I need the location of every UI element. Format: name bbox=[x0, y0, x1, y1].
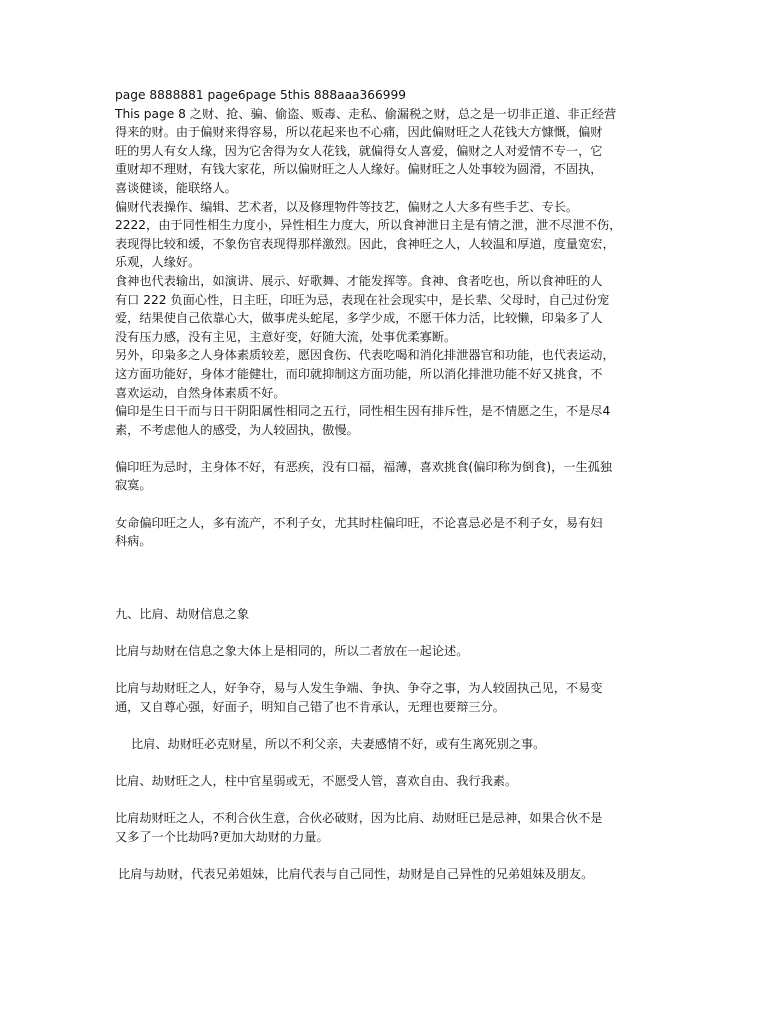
paragraph-5 bbox=[115, 809, 663, 846]
text-line: 旺的男人有女人缘，因为它舍得为女人花钱，就偏得女人喜爱，偏财之人对爱情不专一，它 bbox=[115, 143, 603, 158]
paragraph-1: 比肩与劫财在信息之象大体上是相同的，所以二者放在一起论述。 bbox=[115, 644, 469, 659]
section-heading: 九、比肩、劫财信息之象 bbox=[115, 606, 250, 621]
text-line: 又多了一个比劫吗?更加大劫财的力量。 bbox=[115, 829, 329, 844]
text-line: 这方面功能好，身体才能健壮，而印就抑制这方面功能，所以消化排泄功能不好又挑食，不 bbox=[115, 366, 603, 381]
text-line: 食神也代表输出，如演讲、展示、好歌舞、才能发挥等。食神、食者吃也，所以食神旺的人 bbox=[115, 273, 603, 288]
paragraph-gap bbox=[115, 754, 663, 773]
text-line: 比肩与劫财旺之人，好争夺，易与人发生争端、争执、争夺之事，为人较固执己见，不易变 bbox=[115, 681, 603, 696]
text-line: 寂寞。 bbox=[115, 478, 152, 493]
section-gap bbox=[115, 551, 663, 605]
text-line: 女命偏印旺之人，多有流产，不利子女，尤其时柱偏印旺，不论喜忌必是不利子女，易有妇 bbox=[115, 515, 603, 530]
text-line: 科病。 bbox=[115, 534, 152, 549]
paragraph-gap bbox=[115, 439, 663, 458]
paragraph-6: 比肩与劫财，代表兄弟姐妹，比肩代表与自己同性，劫财是自己异性的兄弟姐妹及朋友。 bbox=[118, 867, 594, 882]
text-line: 喜谈健谈，能联络人。 bbox=[115, 180, 237, 195]
text-line: 爱，结果使自己依靠心大，做事虎头蛇尾，多学少成，不愿干体力活，比较懒，印枭多了人 bbox=[115, 311, 603, 326]
document-page bbox=[115, 86, 663, 884]
text-line: 乐观，人缘好。 bbox=[115, 255, 201, 270]
text-line: This page 8 之财、抢、骗、偷盗、贩毒、走私、偷漏税之财，总之是一切非正道、非正经营 bbox=[115, 106, 617, 121]
text-line: 通，又自尊心强，好面子，明知自己错了也不肯承认，无理也要辩三分。 bbox=[115, 699, 505, 714]
text-line: 没有压力感，没有主见，主意好变，好随大流，处事优柔寡断。 bbox=[115, 329, 457, 344]
header-line: page 8888881 page6page 5this 888aaa366999 bbox=[115, 88, 407, 102]
paragraph-4: 比肩、劫财旺之人，柱中官星弱或无，不愿受人管，喜欢自由、我行我素。 bbox=[115, 774, 518, 789]
paragraph-2 bbox=[115, 679, 663, 716]
paragraph-3: 比肩、劫财旺必克财星，所以不利父亲，夫妻感情不好，或有生离死别之事。 bbox=[131, 737, 546, 751]
text-line: 有口 222 负面心性，日主旺，印旺为忌，表现在社会现实中，是长辈、父母时，自己过份宠 bbox=[115, 292, 610, 307]
paragraph-nvming bbox=[115, 514, 663, 551]
paragraph-gap bbox=[115, 847, 663, 866]
text-line: 另外，印枭多之人身体素质较差，愿因食伤、代表吃喝和消化排泄器官和功能，也代表运动， bbox=[115, 348, 615, 363]
text-line: 偏财代表操作、编辑、艺术者，以及修理物件等技艺，偏财之人大多有些手艺、专长。 bbox=[115, 199, 579, 214]
text-block-pianocai-shishen-yin bbox=[115, 86, 663, 439]
text-line: 素，不考虑他人的感受，为人较固执，傲慢。 bbox=[115, 422, 359, 437]
text-line: 得来的财。由于偏财来得容易，所以花起来也不心痛，因此偏财旺之人花钱大方慷慨，偏财 bbox=[115, 125, 603, 140]
paragraph-gap bbox=[115, 495, 663, 514]
paragraph-pianyin-ji bbox=[115, 458, 663, 495]
paragraph-gap bbox=[115, 623, 663, 642]
text-line: 比肩劫财旺之人，不利合伙生意，合伙必破财，因为比肩、劫财旺已是忌神，如果合伙不是 bbox=[115, 811, 603, 826]
text-line: 表现得比较和缓，不象伤官表现得那样激烈。因此，食神旺之人，人较温和厚道，度量宽宏， bbox=[115, 236, 615, 251]
text-line: 重财却不理财，有钱大家花，所以偏财旺之人人缘好。偏财旺之人处事较为圆滑，不固执， bbox=[115, 162, 603, 177]
text-line: 偏印旺为忌时，主身体不好，有恶疾，没有口福，福薄，喜欢挑食(偏印称为倒食)，一生孤独 bbox=[115, 459, 613, 474]
text-line: 偏印是生日干而与日干阴阳属性相同之五行，同性相生因有排斥性，是不情愿之生，不是尽4 bbox=[115, 404, 611, 419]
paragraph-gap bbox=[115, 716, 663, 735]
paragraph-gap bbox=[115, 791, 663, 810]
paragraph-gap bbox=[115, 661, 663, 680]
text-line: 喜欢运动，自然身体素质不好。 bbox=[115, 385, 286, 400]
text-line: 2222，由于同性相生力度小，异性相生力度大，所以食神泄日主是有情之泄，泄不尽泄不伤， bbox=[115, 218, 622, 233]
